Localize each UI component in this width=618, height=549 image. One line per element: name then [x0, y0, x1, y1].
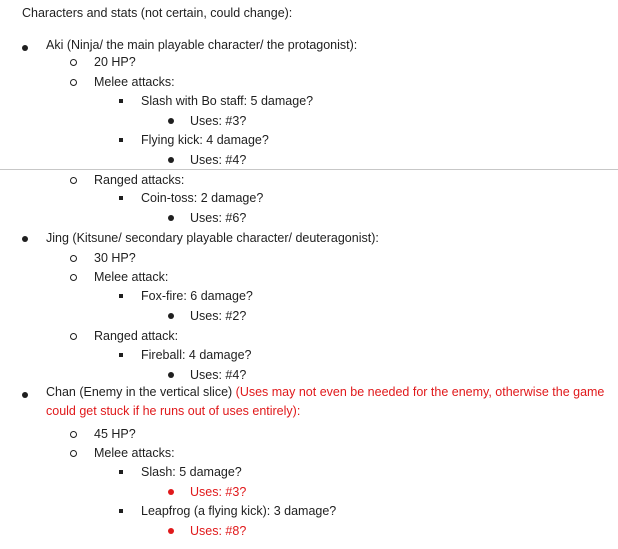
bullet-square-icon — [119, 509, 123, 513]
bullet-circle-icon — [70, 255, 77, 262]
chan-note: (Uses may not even be needed for the enemy, otherwise the game could get stuck if he runs out of uses entirely): — [46, 385, 605, 418]
jing-fireball-uses: Uses: #4? — [190, 368, 247, 382]
bullet-square-icon — [119, 196, 123, 200]
bullet-disc-icon — [168, 157, 174, 163]
bullet-disc-icon — [22, 45, 28, 51]
chan-name: Chan (Enemy in the vertical slice) — [46, 385, 236, 399]
bullet-disc-red-icon — [168, 528, 174, 534]
jing-foxfire: Fox-fire: 6 damage? — [141, 289, 253, 303]
bullet-square-icon — [119, 138, 123, 142]
chan-slash: Slash: 5 damage? — [141, 465, 242, 479]
aki-hp: 20 HP? — [94, 55, 136, 69]
bullet-circle-icon — [70, 59, 77, 66]
chan-leapfrog-uses: Uses: #8? — [190, 524, 247, 538]
bullet-circle-icon — [70, 333, 77, 340]
bullet-square-icon — [119, 99, 123, 103]
chan-slash-uses: Uses: #3? — [190, 485, 247, 499]
jing-ranged-label: Ranged attack: — [94, 329, 179, 343]
bullet-square-icon — [119, 353, 123, 357]
jing-hp: 30 HP? — [94, 251, 136, 265]
bullet-disc-red-icon — [168, 489, 174, 495]
bullet-circle-icon — [70, 450, 77, 457]
bullet-square-icon — [119, 294, 123, 298]
jing-foxfire-uses: Uses: #2? — [190, 309, 247, 323]
jing-melee-label: Melee attack: — [94, 270, 169, 284]
aki-coin: Coin-toss: 2 damage? — [141, 191, 264, 205]
bullet-circle-icon — [70, 431, 77, 438]
aki-slash-uses: Uses: #3? — [190, 114, 247, 128]
chan-leapfrog: Leapfrog (a flying kick): 3 damage? — [141, 504, 337, 518]
page-title: Characters and stats (not certain, could change): — [22, 6, 293, 20]
bullet-disc-icon — [168, 215, 174, 221]
aki-slash: Slash with Bo staff: 5 damage? — [141, 94, 314, 108]
bullet-circle-icon — [70, 274, 77, 281]
character-jing-heading: Jing (Kitsune/ secondary playable character/ deuteragonist): — [46, 231, 379, 245]
jing-fireball: Fireball: 4 damage? — [141, 348, 252, 362]
aki-melee-label: Melee attacks: — [94, 75, 175, 89]
bullet-disc-icon — [22, 236, 28, 242]
chan-hp: 45 HP? — [94, 427, 136, 441]
bullet-disc-icon — [168, 313, 174, 319]
aki-coin-uses: Uses: #6? — [190, 211, 247, 225]
aki-kick-uses: Uses: #4? — [190, 153, 247, 167]
bullet-square-icon — [119, 470, 123, 474]
bullet-disc-icon — [168, 372, 174, 378]
chan-melee-label: Melee attacks: — [94, 446, 175, 460]
character-chan-heading — [46, 383, 614, 421]
bullet-disc-icon — [22, 392, 28, 398]
aki-kick: Flying kick: 4 damage? — [141, 133, 269, 147]
page-break-divider — [0, 169, 618, 170]
bullet-circle-icon — [70, 177, 77, 184]
aki-ranged-label: Ranged attacks: — [94, 173, 185, 187]
bullet-circle-icon — [70, 79, 77, 86]
character-aki-heading: Aki (Ninja/ the main playable character/ the protagonist): — [46, 38, 358, 52]
bullet-disc-icon — [168, 118, 174, 124]
